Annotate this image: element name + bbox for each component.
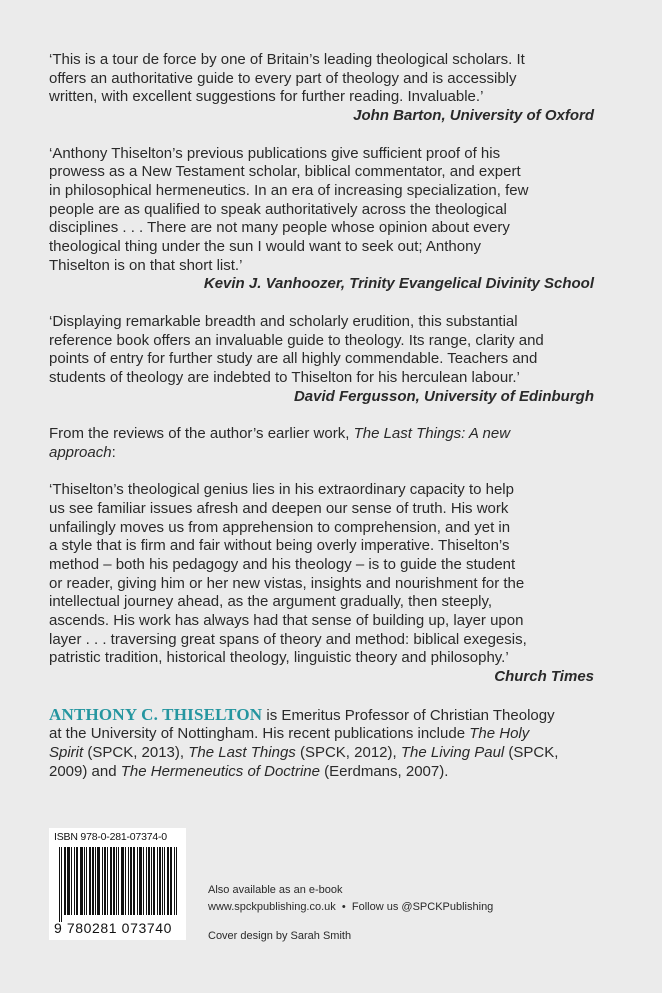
isbn-barcode <box>49 828 186 940</box>
text-line <box>49 631 594 650</box>
barcode-bar <box>167 847 168 915</box>
text-segment: theological thing under the sun I would want to seek out; Anthony <box>49 238 481 256</box>
barcode-bar <box>95 847 96 915</box>
barcode-bar <box>146 847 147 915</box>
text-segment: : <box>111 443 116 461</box>
barcode-bar <box>59 847 60 922</box>
barcode-bar <box>128 847 129 915</box>
barcode-bar <box>61 847 62 922</box>
quote-attribution: John Barton, University of Oxford <box>353 107 594 125</box>
barcode-bar <box>102 847 103 915</box>
barcode-bar <box>118 847 119 915</box>
text-line <box>49 70 594 89</box>
text-segment: students of theology are indebted to Thiselton for his herculean labour.’ <box>49 368 520 386</box>
text-line <box>49 763 594 782</box>
back-cover-text <box>49 51 594 800</box>
text-line <box>49 163 594 182</box>
text-segment: ‘Displaying remarkable breadth and scholarly erudition, this substantial <box>49 312 518 330</box>
barcode-bar <box>164 847 165 915</box>
review-quote <box>49 145 594 295</box>
text-line <box>49 612 594 631</box>
isbn-label: ISBN 978-0-281-07374-0 <box>54 831 167 843</box>
text-line <box>49 332 594 351</box>
italic-title: The Living Paul <box>400 743 505 761</box>
text-line <box>49 444 594 463</box>
text-segment: offers an authoritative guide to every part of theology and is accessibly <box>49 69 517 87</box>
barcode-bar <box>71 847 72 915</box>
text-segment: intellectual journey ahead, as the argument gradually, then steeply, <box>49 593 493 611</box>
barcode-bar <box>137 847 138 915</box>
barcode-bar <box>93 847 94 915</box>
barcode-bar <box>69 847 70 915</box>
barcode-bar <box>174 847 175 915</box>
barcode-bar <box>162 847 163 915</box>
barcode-bar <box>123 847 124 915</box>
barcode-bar <box>176 847 177 915</box>
barcode-bar <box>67 847 68 915</box>
barcode-bar <box>65 847 66 915</box>
barcode-bar <box>80 847 81 915</box>
quote-attribution: Kevin J. Vanhoozer, Trinity Evangelical Divinity School <box>203 275 594 293</box>
barcode-bar <box>90 847 91 915</box>
barcode-bar <box>141 847 142 915</box>
cover-design-credit: Cover design by Sarah Smith <box>208 930 352 942</box>
text-line <box>49 369 594 388</box>
barcode-bar <box>89 847 90 915</box>
text-segment: points of entry for further study are all highly commendable. Teachers and <box>49 350 538 368</box>
text-line <box>49 145 594 164</box>
text-segment: (SPCK, <box>504 743 559 761</box>
text-line <box>49 575 594 594</box>
barcode-bars-icon <box>59 847 181 922</box>
text-line <box>49 481 594 500</box>
barcode-bar <box>86 847 87 915</box>
barcode-bar <box>105 847 106 915</box>
text-segment: disciplines . . . There are not many people whose opinion about every <box>49 219 510 237</box>
barcode-bar <box>97 847 98 915</box>
text-segment: method – both his pedagogy and his theology – is to guide the student <box>49 555 516 573</box>
text-line <box>49 182 594 201</box>
barcode-bar <box>99 847 100 915</box>
text-line <box>49 556 594 575</box>
text-segment: Thiselton is on that short list.’ <box>49 256 243 274</box>
italic-title: The Last Things: A new <box>353 425 511 443</box>
text-line <box>49 219 594 238</box>
barcode-bar <box>134 847 135 915</box>
barcode-bar <box>74 847 75 915</box>
barcode-bar <box>111 847 112 915</box>
text-segment: (Eerdmans, 2007). <box>319 762 449 780</box>
text-segment: ‘Thiselton’s theological genius lies in his extraordinary capacity to help <box>49 481 514 499</box>
text-segment: us see familiar issues afresh and deepen our sense of truth. His work <box>49 499 509 517</box>
barcode-bar <box>131 847 132 915</box>
barcode-bar <box>116 847 117 915</box>
text-line <box>49 593 594 612</box>
italic-title: The Hermeneutics of Doctrine <box>120 762 320 780</box>
text-line <box>49 725 594 744</box>
barcode-bar <box>77 847 78 915</box>
text-segment: unfailingly moves us from apprehension to comprehension, and yet in <box>49 518 511 536</box>
barcode-bar <box>160 847 161 915</box>
author-name: ANTHONY C. THISELTON <box>49 704 263 724</box>
review-quote <box>49 481 594 687</box>
text-line <box>49 350 594 369</box>
text-segment: patristic tradition, historical theology, linguistic theory and philosophy.’ <box>49 649 509 667</box>
barcode-bar <box>84 847 85 915</box>
barcode-bar <box>168 847 169 915</box>
barcode-bar <box>154 847 155 915</box>
ebook-note: Also available as an e-book <box>208 884 343 896</box>
barcode-bar <box>159 847 160 915</box>
text-segment: 2009) and <box>49 762 121 780</box>
text-segment: is Emeritus Professor of Christian Theology <box>262 706 555 724</box>
publisher-footer <box>208 882 493 945</box>
barcode-bar <box>122 847 123 915</box>
barcode-bar <box>98 847 99 915</box>
text-line <box>49 238 594 257</box>
barcode-bar <box>125 847 126 915</box>
barcode-bar <box>104 847 105 915</box>
barcode-bar <box>151 847 152 915</box>
text-line <box>49 425 594 444</box>
text-segment: or reader, giving him or her new vistas, insights and nourishment for the <box>49 574 525 592</box>
website-link[interactable]: www.spckpublishing.co.uk <box>208 901 336 913</box>
barcode-bar <box>133 847 134 915</box>
barcode-bar <box>107 847 108 915</box>
text-line <box>49 201 594 220</box>
text-line <box>49 313 594 332</box>
italic-title: The Last Things <box>188 743 296 761</box>
text-line <box>49 88 594 107</box>
barcode-bar <box>121 847 122 915</box>
text-segment: in philosophical hermeneutics. In an era of increasing specialization, few <box>49 181 529 199</box>
review-quote <box>49 313 594 407</box>
text-line <box>49 500 594 519</box>
barcode-bar <box>110 847 111 915</box>
separator-dot: • <box>341 901 346 913</box>
barcode-bar <box>148 847 149 915</box>
text-segment: people are as qualified to speak authoritatively across the theological <box>49 200 507 218</box>
text-segment: (SPCK, 2013), <box>83 743 189 761</box>
quote-attribution: David Fergusson, University of Edinburgh <box>293 387 594 405</box>
text-segment: ‘Anthony Thiselton’s previous publications give sufficient proof of his <box>49 144 501 162</box>
text-segment: ‘This is a tour de force by one of Britain’s leading theological scholars. It <box>49 51 525 68</box>
barcode-bar <box>114 847 115 915</box>
barcode-bar <box>76 847 77 915</box>
text-segment: (SPCK, 2012), <box>295 743 401 761</box>
barcode-bar <box>130 847 131 915</box>
text-line <box>49 649 594 668</box>
barcode-bar <box>92 847 93 915</box>
text-segment: ascends. His work has always had that sense of building up, layer upon <box>49 612 524 630</box>
quote-attribution: Church Times <box>494 668 594 686</box>
barcode-bar <box>170 847 171 915</box>
text-segment: reference book offers an invaluable guide to theology. Its range, clarity and <box>49 331 544 349</box>
barcode-bar <box>64 847 65 915</box>
italic-title: Spirit <box>49 743 84 761</box>
text-line <box>49 257 594 276</box>
text-segment: written, with excellent suggestions for further reading. Invaluable.’ <box>49 88 484 106</box>
barcode-bar <box>139 847 140 915</box>
barcode-bar <box>171 847 172 915</box>
barcode-bar <box>157 847 158 915</box>
text-line <box>49 537 594 556</box>
text-segment: From the reviews of the author’s earlier work, <box>49 425 354 443</box>
barcode-bar <box>82 847 83 915</box>
italic-title: The Holy <box>469 725 530 743</box>
text-segment: at the University of Nottingham. His recent publications include <box>49 725 470 743</box>
barcode-bar <box>149 847 150 915</box>
reviews-intro <box>49 425 594 462</box>
barcode-bar <box>140 847 141 915</box>
barcode-bar <box>143 847 144 915</box>
barcode-bar <box>113 847 114 915</box>
ean-number: 9 780281 073740 <box>54 920 172 936</box>
social-handle[interactable]: Follow us @SPCKPublishing <box>351 901 494 913</box>
text-line <box>49 519 594 538</box>
barcode-bar <box>153 847 154 915</box>
text-line <box>49 706 594 726</box>
italic-title: approach <box>49 443 112 461</box>
review-quote <box>49 51 594 126</box>
text-segment: prowess as a New Testament scholar, biblical commentator, and expert <box>49 163 521 181</box>
barcode-bar <box>68 847 69 915</box>
text-segment: a style that is firm and fair without being overly imperative. Thiselton’s <box>49 537 510 555</box>
text-line <box>49 51 594 70</box>
text-segment: layer . . . traversing great spans of theory and method: biblical exegesis, <box>49 630 527 648</box>
barcode-bar <box>81 847 82 915</box>
text-line <box>49 744 594 763</box>
author-bio <box>49 706 594 782</box>
